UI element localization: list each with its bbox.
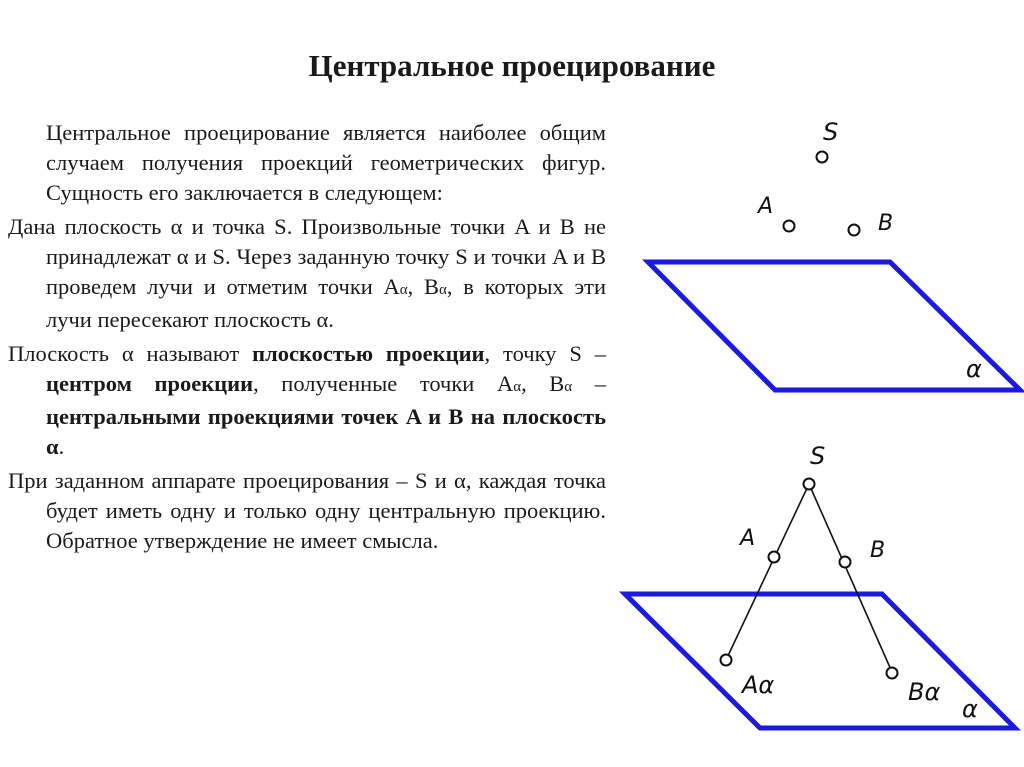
subscript: α (513, 379, 522, 395)
label-b-alpha: Bα (908, 678, 941, 706)
label-alpha-bottom: α (962, 695, 978, 723)
text-segment: , полученные точки A (253, 371, 514, 396)
text-segment: , точку S – (484, 341, 606, 366)
label-alpha-top: α (966, 355, 982, 383)
subscript: α (564, 379, 573, 395)
text-segment: . (58, 434, 65, 459)
label-a-alpha: Aα (742, 671, 775, 699)
label-s-top: S (823, 118, 839, 146)
label-a-top: A (758, 194, 774, 219)
label-a-bottom: A (740, 526, 756, 551)
plane-alpha-bottom (625, 594, 1015, 728)
ray-s-a (726, 484, 809, 660)
point-a-alpha (721, 655, 732, 666)
plane-alpha-top (648, 262, 1020, 390)
label-b-top: B (878, 211, 894, 236)
text-segment: , B (407, 274, 440, 299)
text-segment: Дана плоскость α и точка S. Произвольные точки A и B не принадлежат α и S. Через заданную точку S и точки A и B проведем лучи и отметим точки A (8, 214, 606, 299)
label-b-bottom: B (870, 538, 886, 563)
point-s-bottom (804, 479, 815, 490)
term-projection-plane: плоскостью проекции (252, 341, 485, 366)
point-b-bottom (840, 557, 851, 568)
point-b-alpha (887, 668, 898, 679)
point-b-top (849, 225, 860, 236)
page-title: Центральное проецирование (308, 48, 716, 83)
point-a-top (784, 221, 795, 232)
subscript: α (439, 282, 447, 298)
term-central-projections: центральными проекциями точек A и B на плоскость α (46, 404, 606, 459)
label-s-bottom: S (810, 442, 826, 470)
point-s-top (817, 152, 828, 163)
paragraph-intro: Центральное проецирование является наиболее общим случаем получения проекций геометрических фигур. Сущность его заключается в следующем: (46, 120, 606, 205)
figure-bottom (625, 442, 1015, 728)
term-projection-center: центром проекции (46, 371, 254, 396)
paragraph-conclusion: При заданном аппарате проецирования – S и α, каждая точка будет иметь одну и только одну центральную проекцию. Обратное утверждение не имеет смысла. (8, 468, 606, 553)
text-segment: – (572, 371, 607, 396)
subscript: α (399, 282, 408, 298)
figure-top (648, 118, 1020, 390)
text-segment: , B (521, 371, 565, 396)
point-a-bottom (769, 552, 780, 563)
text-segment: Плоскость α называют (8, 341, 253, 366)
ray-s-b (809, 484, 892, 672)
text-segment: , в которых эти лучи пересекают плоскость α. (46, 274, 607, 332)
